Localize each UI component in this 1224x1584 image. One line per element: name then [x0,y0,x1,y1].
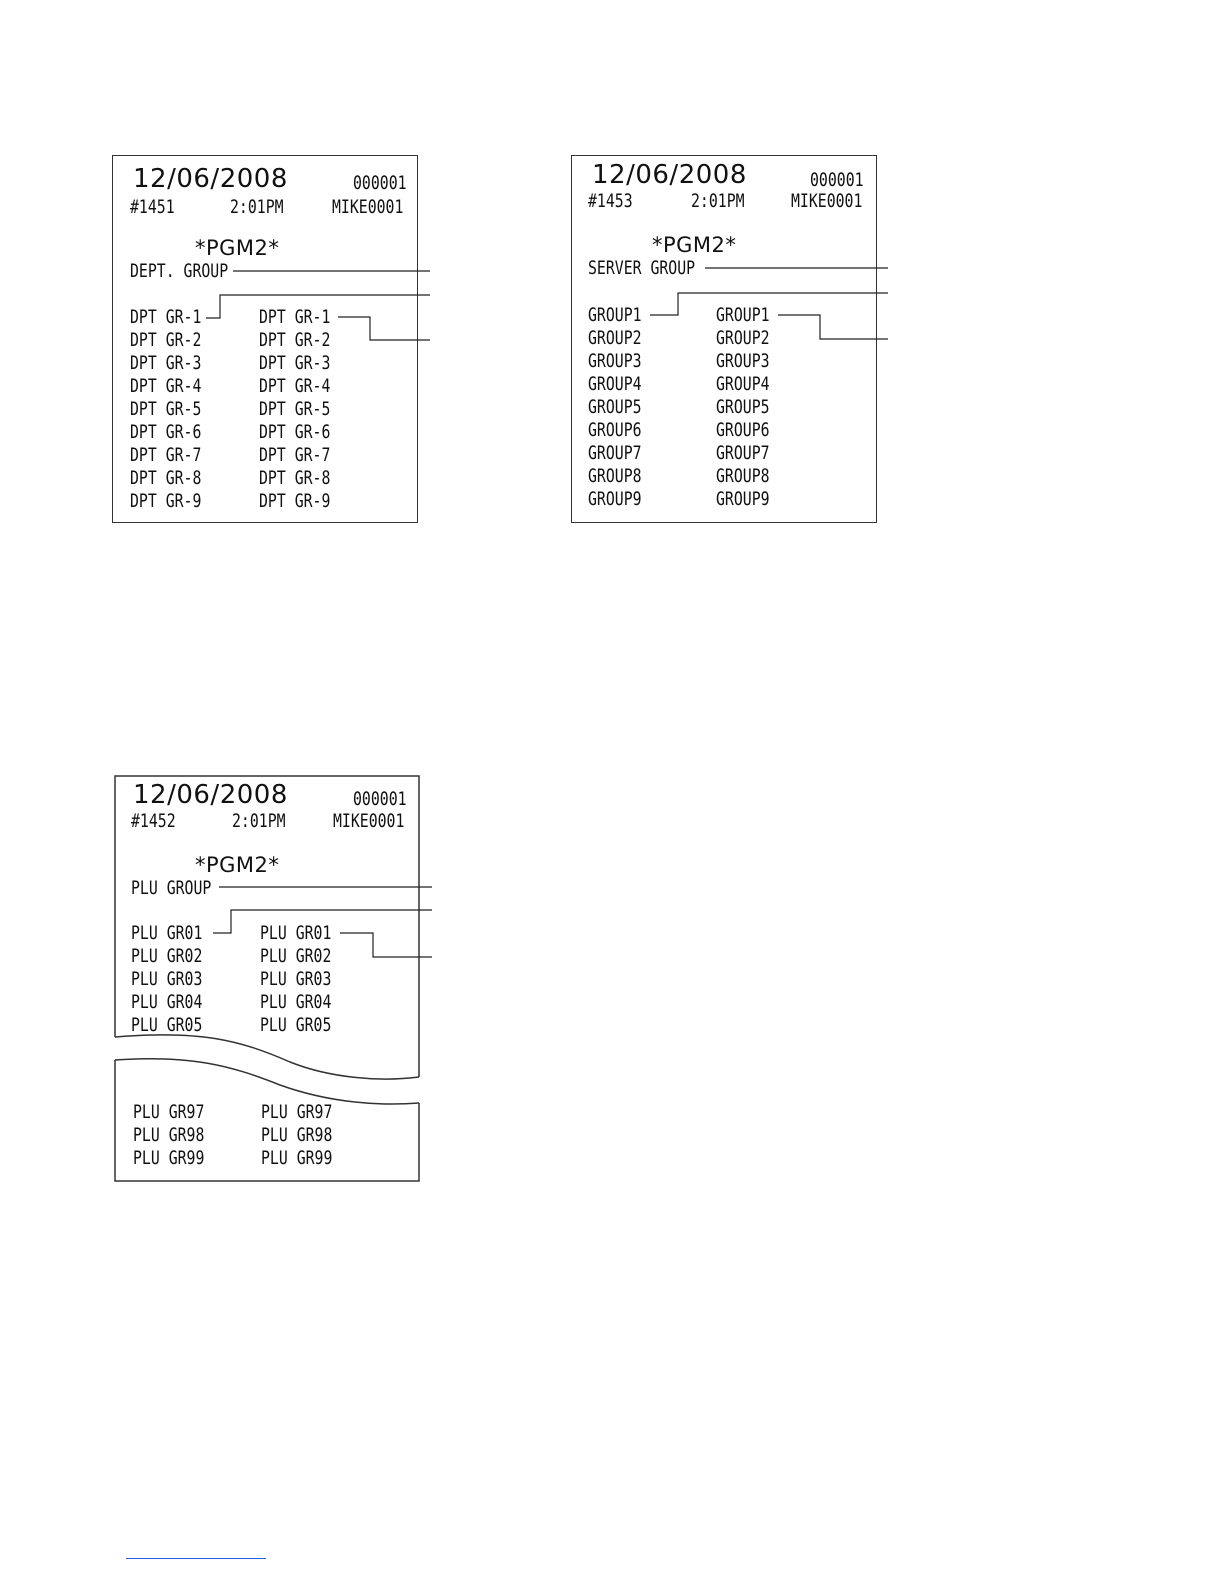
list-item: PLU GR05 [260,1014,332,1036]
receipt-date: 12/06/2008 [133,164,288,194]
list-item: DPT GR-8 [259,467,331,489]
list-item: PLU GR03 [260,968,332,990]
receipt-plu-content [115,776,419,1181]
list-item: PLU GR98 [261,1124,333,1146]
list-item: GROUP1 [716,304,770,326]
list-item: DPT GR-7 [130,444,202,466]
list-item: DPT GR-3 [130,352,202,374]
list-item: DPT GR-5 [259,398,331,420]
list-item: GROUP2 [716,327,770,349]
list-item: GROUP6 [588,419,642,441]
list-item: GROUP3 [716,350,770,372]
receipt-title: *PGM2* [195,236,280,260]
receipt-date: 12/06/2008 [592,160,747,190]
right-column [716,304,785,511]
right-column-bottom [261,1101,353,1170]
list-item: DPT GR-8 [130,467,202,489]
list-item: DPT GR-7 [259,444,331,466]
list-item: DPT GR-9 [259,490,331,512]
list-item: GROUP7 [716,442,770,464]
left-column-top [131,922,223,1037]
list-item: GROUP1 [588,304,642,326]
list-item: PLU GR97 [261,1101,333,1123]
receipt-title: *PGM2* [195,853,280,877]
list-item: GROUP5 [716,396,770,418]
receipt-time: 2:01PM [232,810,286,832]
receipt-title: *PGM2* [652,233,737,257]
receipt-time: 2:01PM [230,196,284,218]
list-item: DPT GR-5 [130,398,202,420]
receipt-number: 000001 [353,788,407,810]
list-item: PLU GR05 [131,1014,203,1036]
list-item: PLU GR01 [131,922,203,944]
list-item: DPT GR-1 [259,306,331,328]
group-label: DEPT. GROUP [130,260,229,282]
left-column-bottom [133,1101,225,1170]
receipt-id: #1452 [131,810,176,832]
receipt-clerk: MIKE0001 [332,196,404,218]
list-item: PLU GR98 [133,1124,205,1146]
list-item: PLU GR99 [133,1147,205,1169]
list-item: PLU GR04 [131,991,203,1013]
list-item: DPT GR-9 [130,490,202,512]
list-item: DPT GR-6 [259,421,331,443]
right-column [259,306,351,513]
left-column [588,304,657,511]
list-item: GROUP8 [588,465,642,487]
list-item: DPT GR-6 [130,421,202,443]
list-item: GROUP9 [588,488,642,510]
list-item: PLU GR01 [260,922,332,944]
list-item: DPT GR-2 [130,329,202,351]
list-item: DPT GR-4 [259,375,331,397]
right-column-top [260,922,352,1037]
list-item: GROUP6 [716,419,770,441]
receipt-server-group [571,155,877,523]
list-item: PLU GR97 [133,1101,205,1123]
list-item: PLU GR99 [261,1147,333,1169]
list-item: PLU GR02 [131,945,203,967]
list-item: DPT GR-3 [259,352,331,374]
list-item: GROUP4 [588,373,642,395]
list-item: GROUP2 [588,327,642,349]
list-item: GROUP4 [716,373,770,395]
list-item: GROUP3 [588,350,642,372]
footer-rule [126,1558,266,1559]
receipt-time: 2:01PM [691,190,745,212]
receipt-number: 000001 [353,172,407,194]
list-item: GROUP9 [716,488,770,510]
receipt-number: 000001 [810,169,864,191]
list-item: GROUP5 [588,396,642,418]
group-label: SERVER GROUP [588,257,696,279]
list-item: DPT GR-2 [259,329,331,351]
list-item: PLU GR02 [260,945,332,967]
receipt-clerk: MIKE0001 [791,190,863,212]
group-label: PLU GROUP [131,877,212,899]
receipt-id: #1451 [130,196,175,218]
list-item: GROUP8 [716,465,770,487]
left-column [130,306,222,513]
receipt-clerk: MIKE0001 [333,810,405,832]
list-item: PLU GR03 [131,968,203,990]
receipt-dept-group [112,155,418,523]
receipt-date: 12/06/2008 [133,780,288,810]
receipt-id: #1453 [588,190,633,212]
list-item: DPT GR-1 [130,306,202,328]
list-item: PLU GR04 [260,991,332,1013]
list-item: GROUP7 [588,442,642,464]
list-item: DPT GR-4 [130,375,202,397]
